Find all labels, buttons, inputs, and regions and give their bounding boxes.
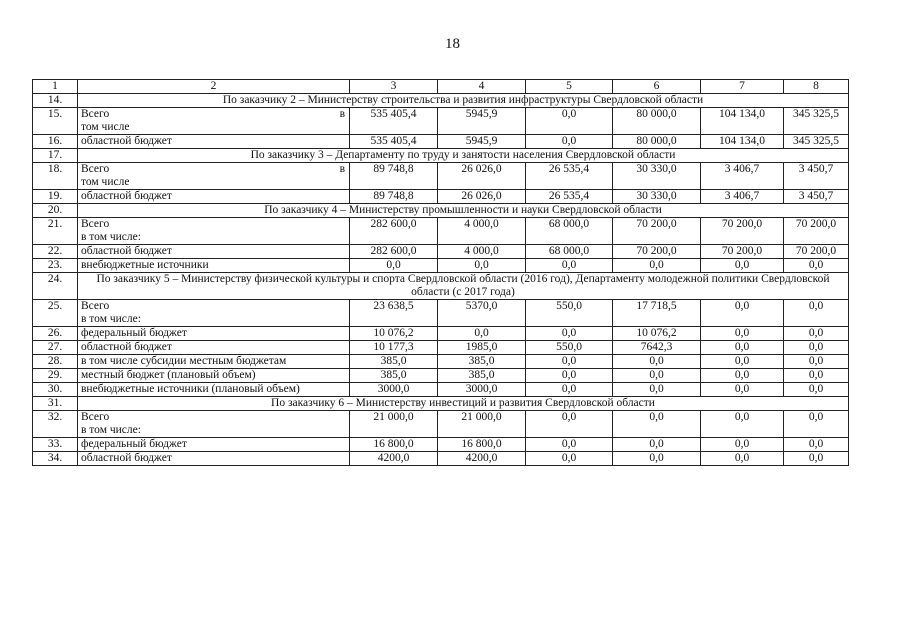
table-row xyxy=(33,245,849,259)
value-cell: 0,0 xyxy=(438,327,526,341)
row-label xyxy=(78,438,350,452)
table-row xyxy=(33,108,849,135)
value-cell: 0,0 xyxy=(613,369,701,383)
row-number: 18. xyxy=(33,163,78,190)
value-cell: 0,0 xyxy=(350,259,438,273)
row-number: 34. xyxy=(33,452,78,466)
table-row xyxy=(33,190,849,204)
row-label xyxy=(78,300,350,327)
value-cell: 70 200,0 xyxy=(613,218,701,245)
row-number: 21. xyxy=(33,218,78,245)
row-number: 28. xyxy=(33,355,78,369)
value-cell: 0,0 xyxy=(526,259,613,273)
table-row xyxy=(33,411,849,438)
value-cell: 104 134,0 xyxy=(701,108,784,135)
row-label-line: Всего xyxy=(81,108,110,120)
value-cell: 5945,9 xyxy=(438,135,526,149)
row-label-suffix: в xyxy=(339,108,345,120)
value-cell: 70 200,0 xyxy=(784,218,849,245)
value-cell: 0,0 xyxy=(701,383,784,397)
row-label-line: областной бюджет xyxy=(81,452,172,464)
value-cell: 3 450,7 xyxy=(784,190,849,204)
value-cell: 0,0 xyxy=(526,438,613,452)
value-cell: 21 000,0 xyxy=(438,411,526,438)
value-cell: 0,0 xyxy=(701,259,784,273)
page-number: 18 xyxy=(445,36,460,52)
value-cell: 535 405,4 xyxy=(350,108,438,135)
row-label-line: федеральный бюджет xyxy=(81,327,187,339)
row-number: 24. xyxy=(33,273,78,300)
row-label xyxy=(78,163,350,190)
value-cell: 0,0 xyxy=(701,300,784,327)
value-cell: 3 450,7 xyxy=(784,163,849,190)
value-cell: 0,0 xyxy=(701,411,784,438)
row-label xyxy=(78,135,350,149)
value-cell: 3000,0 xyxy=(350,383,438,397)
value-cell: 345 325,5 xyxy=(784,135,849,149)
value-cell: 4200,0 xyxy=(350,452,438,466)
value-cell: 0,0 xyxy=(701,355,784,369)
value-cell: 0,0 xyxy=(526,327,613,341)
value-cell: 0,0 xyxy=(701,369,784,383)
table-row xyxy=(33,135,849,149)
section-title: По заказчику 6 – Министерству инвестиций и развития Свердловской области xyxy=(78,397,849,411)
row-number: 19. xyxy=(33,190,78,204)
row-number: 20. xyxy=(33,204,78,218)
row-number: 31. xyxy=(33,397,78,411)
row-label xyxy=(78,355,350,369)
section-row xyxy=(33,273,849,300)
row-label-line: Всего xyxy=(81,411,110,423)
row-label-line: областной бюджет xyxy=(81,245,172,257)
section-title: По заказчику 4 – Министерству промышленности и науки Свердловской области xyxy=(78,204,849,218)
row-label xyxy=(78,327,350,341)
table-row xyxy=(33,355,849,369)
header-cell: 8 xyxy=(784,80,849,94)
table-row xyxy=(33,300,849,327)
header-cell: 2 xyxy=(78,80,350,94)
row-label-line: областной бюджет xyxy=(81,135,172,147)
value-cell: 0,0 xyxy=(784,438,849,452)
value-cell: 3 406,7 xyxy=(701,190,784,204)
row-label xyxy=(78,190,350,204)
value-cell: 26 026,0 xyxy=(438,190,526,204)
row-label-line: областной бюджет xyxy=(81,190,172,202)
value-cell: 385,0 xyxy=(438,355,526,369)
section-row xyxy=(33,94,849,108)
value-cell: 5945,9 xyxy=(438,108,526,135)
value-cell: 26 026,0 xyxy=(438,163,526,190)
value-cell: 550,0 xyxy=(526,300,613,327)
table-row xyxy=(33,369,849,383)
value-cell: 70 200,0 xyxy=(784,245,849,259)
value-cell: 0,0 xyxy=(784,259,849,273)
value-cell: 10 076,2 xyxy=(613,327,701,341)
section-row xyxy=(33,149,849,163)
value-cell: 68 000,0 xyxy=(526,218,613,245)
table-row xyxy=(33,218,849,245)
row-label-line: областной бюджет xyxy=(81,341,172,353)
value-cell: 385,0 xyxy=(350,355,438,369)
value-cell: 535 405,4 xyxy=(350,135,438,149)
header-cell: 5 xyxy=(526,80,613,94)
value-cell: 70 200,0 xyxy=(701,245,784,259)
value-cell: 30 330,0 xyxy=(613,190,701,204)
section-title: По заказчику 5 – Министерству физической культуры и спорта Свердловской области (2016 год), Департаменту молодежной политики Свердловской области (с 2017 года) xyxy=(78,273,849,300)
value-cell: 550,0 xyxy=(526,341,613,355)
row-label-line: внебюджетные источники (плановый объем) xyxy=(81,383,300,395)
value-cell: 7642,3 xyxy=(613,341,701,355)
row-number: 16. xyxy=(33,135,78,149)
row-label-suffix: в xyxy=(339,163,345,175)
row-label-line: том числе xyxy=(81,176,130,188)
budget-table xyxy=(32,79,849,466)
value-cell: 0,0 xyxy=(613,259,701,273)
value-cell: 80 000,0 xyxy=(613,135,701,149)
table-body xyxy=(33,80,849,466)
value-cell: 3000,0 xyxy=(438,383,526,397)
value-cell: 0,0 xyxy=(613,355,701,369)
value-cell: 0,0 xyxy=(784,355,849,369)
value-cell: 282 600,0 xyxy=(350,218,438,245)
row-label-line: федеральный бюджет xyxy=(81,438,187,450)
value-cell: 0,0 xyxy=(526,355,613,369)
header-cell: 1 xyxy=(33,80,78,94)
value-cell: 89 748,8 xyxy=(350,190,438,204)
value-cell: 0,0 xyxy=(526,383,613,397)
value-cell: 80 000,0 xyxy=(613,108,701,135)
value-cell: 0,0 xyxy=(438,259,526,273)
value-cell: 3 406,7 xyxy=(701,163,784,190)
value-cell: 345 325,5 xyxy=(784,108,849,135)
value-cell: 0,0 xyxy=(526,411,613,438)
row-label xyxy=(78,452,350,466)
value-cell: 0,0 xyxy=(701,327,784,341)
value-cell: 26 535,4 xyxy=(526,163,613,190)
value-cell: 17 718,5 xyxy=(613,300,701,327)
value-cell: 26 535,4 xyxy=(526,190,613,204)
row-number: 33. xyxy=(33,438,78,452)
row-label-line: Всего xyxy=(81,300,110,312)
row-label-line: Всего xyxy=(81,163,110,175)
row-label xyxy=(78,259,350,273)
value-cell: 0,0 xyxy=(701,438,784,452)
value-cell: 0,0 xyxy=(784,327,849,341)
row-number: 15. xyxy=(33,108,78,135)
row-label xyxy=(78,369,350,383)
row-label-line: в том числе: xyxy=(81,313,141,325)
value-cell: 385,0 xyxy=(350,369,438,383)
header-cell: 6 xyxy=(613,80,701,94)
section-row xyxy=(33,204,849,218)
table-row xyxy=(33,327,849,341)
section-row xyxy=(33,397,849,411)
header-cell: 7 xyxy=(701,80,784,94)
value-cell: 0,0 xyxy=(701,341,784,355)
value-cell: 10 177,3 xyxy=(350,341,438,355)
row-number: 29. xyxy=(33,369,78,383)
header-row xyxy=(33,80,849,94)
table-row xyxy=(33,383,849,397)
value-cell: 4200,0 xyxy=(438,452,526,466)
value-cell: 0,0 xyxy=(613,452,701,466)
value-cell: 16 800,0 xyxy=(350,438,438,452)
section-title: По заказчику 2 – Министерству строительства и развития инфраструктуры Свердловской области xyxy=(78,94,849,108)
row-label xyxy=(78,411,350,438)
row-number: 25. xyxy=(33,300,78,327)
value-cell: 104 134,0 xyxy=(701,135,784,149)
row-label-line: внебюджетные источники xyxy=(81,259,209,271)
row-label xyxy=(78,108,350,135)
header-cell: 3 xyxy=(350,80,438,94)
row-label-line: том числе xyxy=(81,121,130,133)
section-title: По заказчику 3 – Департаменту по труду и занятости населения Свердловской области xyxy=(78,149,849,163)
header-cell: 4 xyxy=(438,80,526,94)
value-cell: 21 000,0 xyxy=(350,411,438,438)
value-cell: 0,0 xyxy=(526,452,613,466)
row-number: 23. xyxy=(33,259,78,273)
value-cell: 10 076,2 xyxy=(350,327,438,341)
value-cell: 0,0 xyxy=(613,383,701,397)
row-label xyxy=(78,341,350,355)
value-cell: 282 600,0 xyxy=(350,245,438,259)
value-cell: 0,0 xyxy=(701,452,784,466)
table-row xyxy=(33,452,849,466)
row-number: 27. xyxy=(33,341,78,355)
row-number: 22. xyxy=(33,245,78,259)
value-cell: 5370,0 xyxy=(438,300,526,327)
value-cell: 30 330,0 xyxy=(613,163,701,190)
row-label-line: местный бюджет (плановый объем) xyxy=(81,369,256,381)
row-number: 14. xyxy=(33,94,78,108)
value-cell: 68 000,0 xyxy=(526,245,613,259)
row-number: 32. xyxy=(33,411,78,438)
value-cell: 0,0 xyxy=(784,411,849,438)
table-row xyxy=(33,438,849,452)
value-cell: 1985,0 xyxy=(438,341,526,355)
row-number: 30. xyxy=(33,383,78,397)
row-label-line: в том числе субсидии местным бюджетам xyxy=(81,355,287,367)
row-number: 26. xyxy=(33,327,78,341)
value-cell: 70 200,0 xyxy=(701,218,784,245)
row-label-line: в том числе: xyxy=(81,231,141,243)
value-cell: 385,0 xyxy=(438,369,526,383)
value-cell: 0,0 xyxy=(526,369,613,383)
value-cell: 0,0 xyxy=(613,411,701,438)
row-number: 17. xyxy=(33,149,78,163)
value-cell: 0,0 xyxy=(784,452,849,466)
value-cell: 16 800,0 xyxy=(438,438,526,452)
value-cell: 4 000,0 xyxy=(438,245,526,259)
value-cell: 0,0 xyxy=(526,108,613,135)
value-cell: 0,0 xyxy=(784,369,849,383)
value-cell: 4 000,0 xyxy=(438,218,526,245)
row-label xyxy=(78,383,350,397)
table-row xyxy=(33,341,849,355)
row-label-line: Всего xyxy=(81,218,110,230)
value-cell: 23 638,5 xyxy=(350,300,438,327)
row-label xyxy=(78,218,350,245)
table-row xyxy=(33,259,849,273)
value-cell: 0,0 xyxy=(784,300,849,327)
table-row xyxy=(33,163,849,190)
value-cell: 0,0 xyxy=(613,438,701,452)
row-label xyxy=(78,245,350,259)
row-label-line: в том числе: xyxy=(81,424,141,436)
value-cell: 70 200,0 xyxy=(613,245,701,259)
value-cell: 0,0 xyxy=(784,341,849,355)
value-cell: 0,0 xyxy=(784,383,849,397)
value-cell: 89 748,8 xyxy=(350,163,438,190)
value-cell: 0,0 xyxy=(526,135,613,149)
